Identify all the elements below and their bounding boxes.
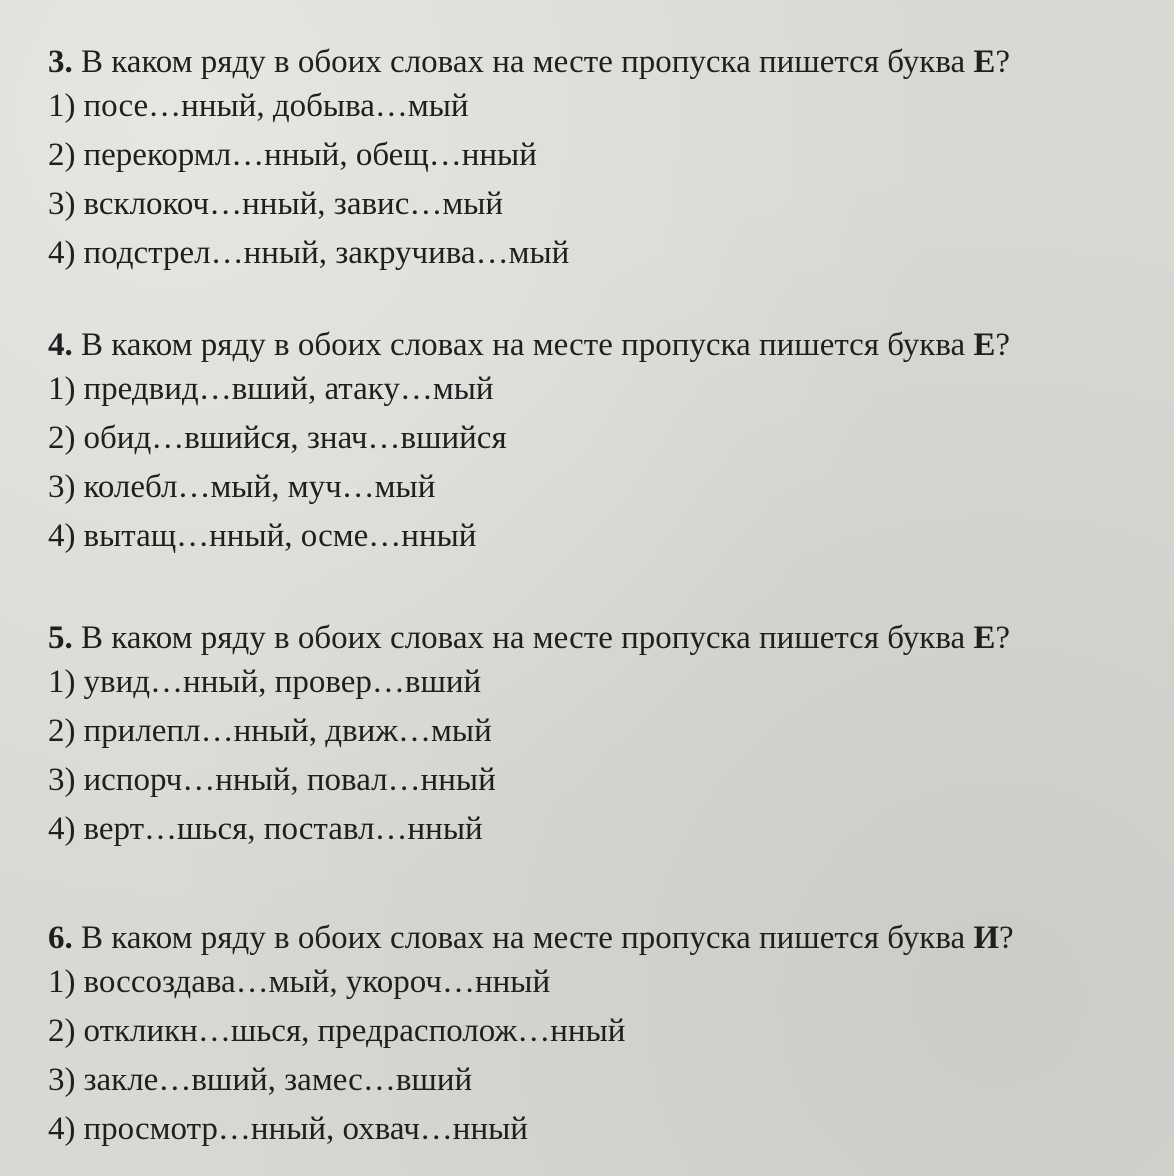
option-text: увид…нный, провер…вший	[83, 664, 482, 700]
option-text: просмотр…нный, охвач…нный	[83, 1111, 528, 1147]
question-5	[48, 618, 1158, 854]
answer-option	[48, 180, 1158, 229]
answer-option	[48, 1056, 1158, 1105]
option-number: 3)	[48, 762, 76, 798]
question-text: В каком ряду в обоих словах на месте пропуска пишется буква	[72, 920, 974, 956]
answer-option	[48, 512, 1158, 561]
option-text: подстрел…нный, закручива…мый	[83, 235, 570, 271]
answer-option	[48, 1105, 1158, 1154]
option-text: всклокоч…нный, завис…мый	[83, 186, 504, 222]
question-title	[48, 618, 1158, 658]
question-letter: Е	[973, 327, 996, 363]
answer-option	[48, 756, 1158, 805]
answer-option	[48, 958, 1158, 1007]
question-text: В каком ряду в обоих словах на месте пропуска пишется буква	[72, 44, 974, 80]
answer-option	[48, 463, 1158, 512]
answer-option	[48, 131, 1158, 180]
option-text: колебл…мый, муч…мый	[83, 469, 436, 505]
option-number: 1)	[48, 88, 76, 124]
option-number: 3)	[48, 186, 76, 222]
question-number: 5.	[48, 620, 73, 656]
question-end: ?	[995, 327, 1011, 363]
question-letter: Е	[973, 44, 996, 80]
option-text: предвид…вший, атаку…мый	[83, 371, 494, 407]
question-letter: И	[973, 920, 1000, 956]
option-number: 1)	[48, 664, 76, 700]
question-title	[48, 918, 1158, 958]
question-title	[48, 325, 1158, 365]
question-letter: Е	[973, 620, 996, 656]
question-text: В каком ряду в обоих словах на месте пропуска пишется буква	[72, 327, 974, 363]
option-number: 1)	[48, 964, 76, 1000]
answer-option	[48, 229, 1158, 278]
option-number: 2)	[48, 713, 76, 749]
answer-option	[48, 658, 1158, 707]
question-number: 3.	[48, 44, 73, 80]
option-number: 4)	[48, 1111, 76, 1147]
option-number: 3)	[48, 469, 76, 505]
question-text: В каком ряду в обоих словах на месте пропуска пишется буква	[72, 620, 974, 656]
question-end: ?	[995, 620, 1011, 656]
question-end: ?	[999, 920, 1014, 956]
option-text: откликн…шься, предрасполож…нный	[83, 1013, 626, 1049]
question-3	[48, 42, 1158, 278]
option-number: 1)	[48, 371, 76, 407]
option-text: перекормл…нный, обещ…нный	[83, 137, 537, 173]
question-4	[48, 325, 1158, 561]
option-text: испорч…нный, повал…нный	[83, 762, 496, 798]
option-text: прилепл…нный, движ…мый	[83, 713, 492, 749]
option-number: 3)	[48, 1062, 76, 1098]
option-text: воссоздава…мый, укороч…нный	[83, 964, 551, 1000]
answer-option	[48, 707, 1158, 756]
option-text: вытащ…нный, осме…нный	[83, 518, 477, 554]
answer-option	[48, 414, 1158, 463]
answer-option	[48, 805, 1158, 854]
option-number: 4)	[48, 235, 76, 271]
option-text: посе…нный, добыва…мый	[83, 88, 469, 124]
question-number: 4.	[48, 327, 73, 363]
option-text: обид…вшийся, знач…вшийся	[83, 420, 507, 456]
question-6	[48, 918, 1158, 1154]
answer-option	[48, 82, 1158, 131]
answer-option	[48, 1007, 1158, 1056]
option-number: 2)	[48, 420, 76, 456]
option-text: закле…вший, замес…вший	[83, 1062, 473, 1098]
question-end: ?	[995, 44, 1011, 80]
question-title	[48, 42, 1158, 82]
option-text: верт…шься, поставл…нный	[83, 811, 483, 847]
option-number: 4)	[48, 811, 76, 847]
answer-option	[48, 365, 1158, 414]
option-number: 2)	[48, 1013, 76, 1049]
option-number: 4)	[48, 518, 76, 554]
option-number: 2)	[48, 137, 76, 173]
question-number: 6.	[48, 920, 73, 956]
